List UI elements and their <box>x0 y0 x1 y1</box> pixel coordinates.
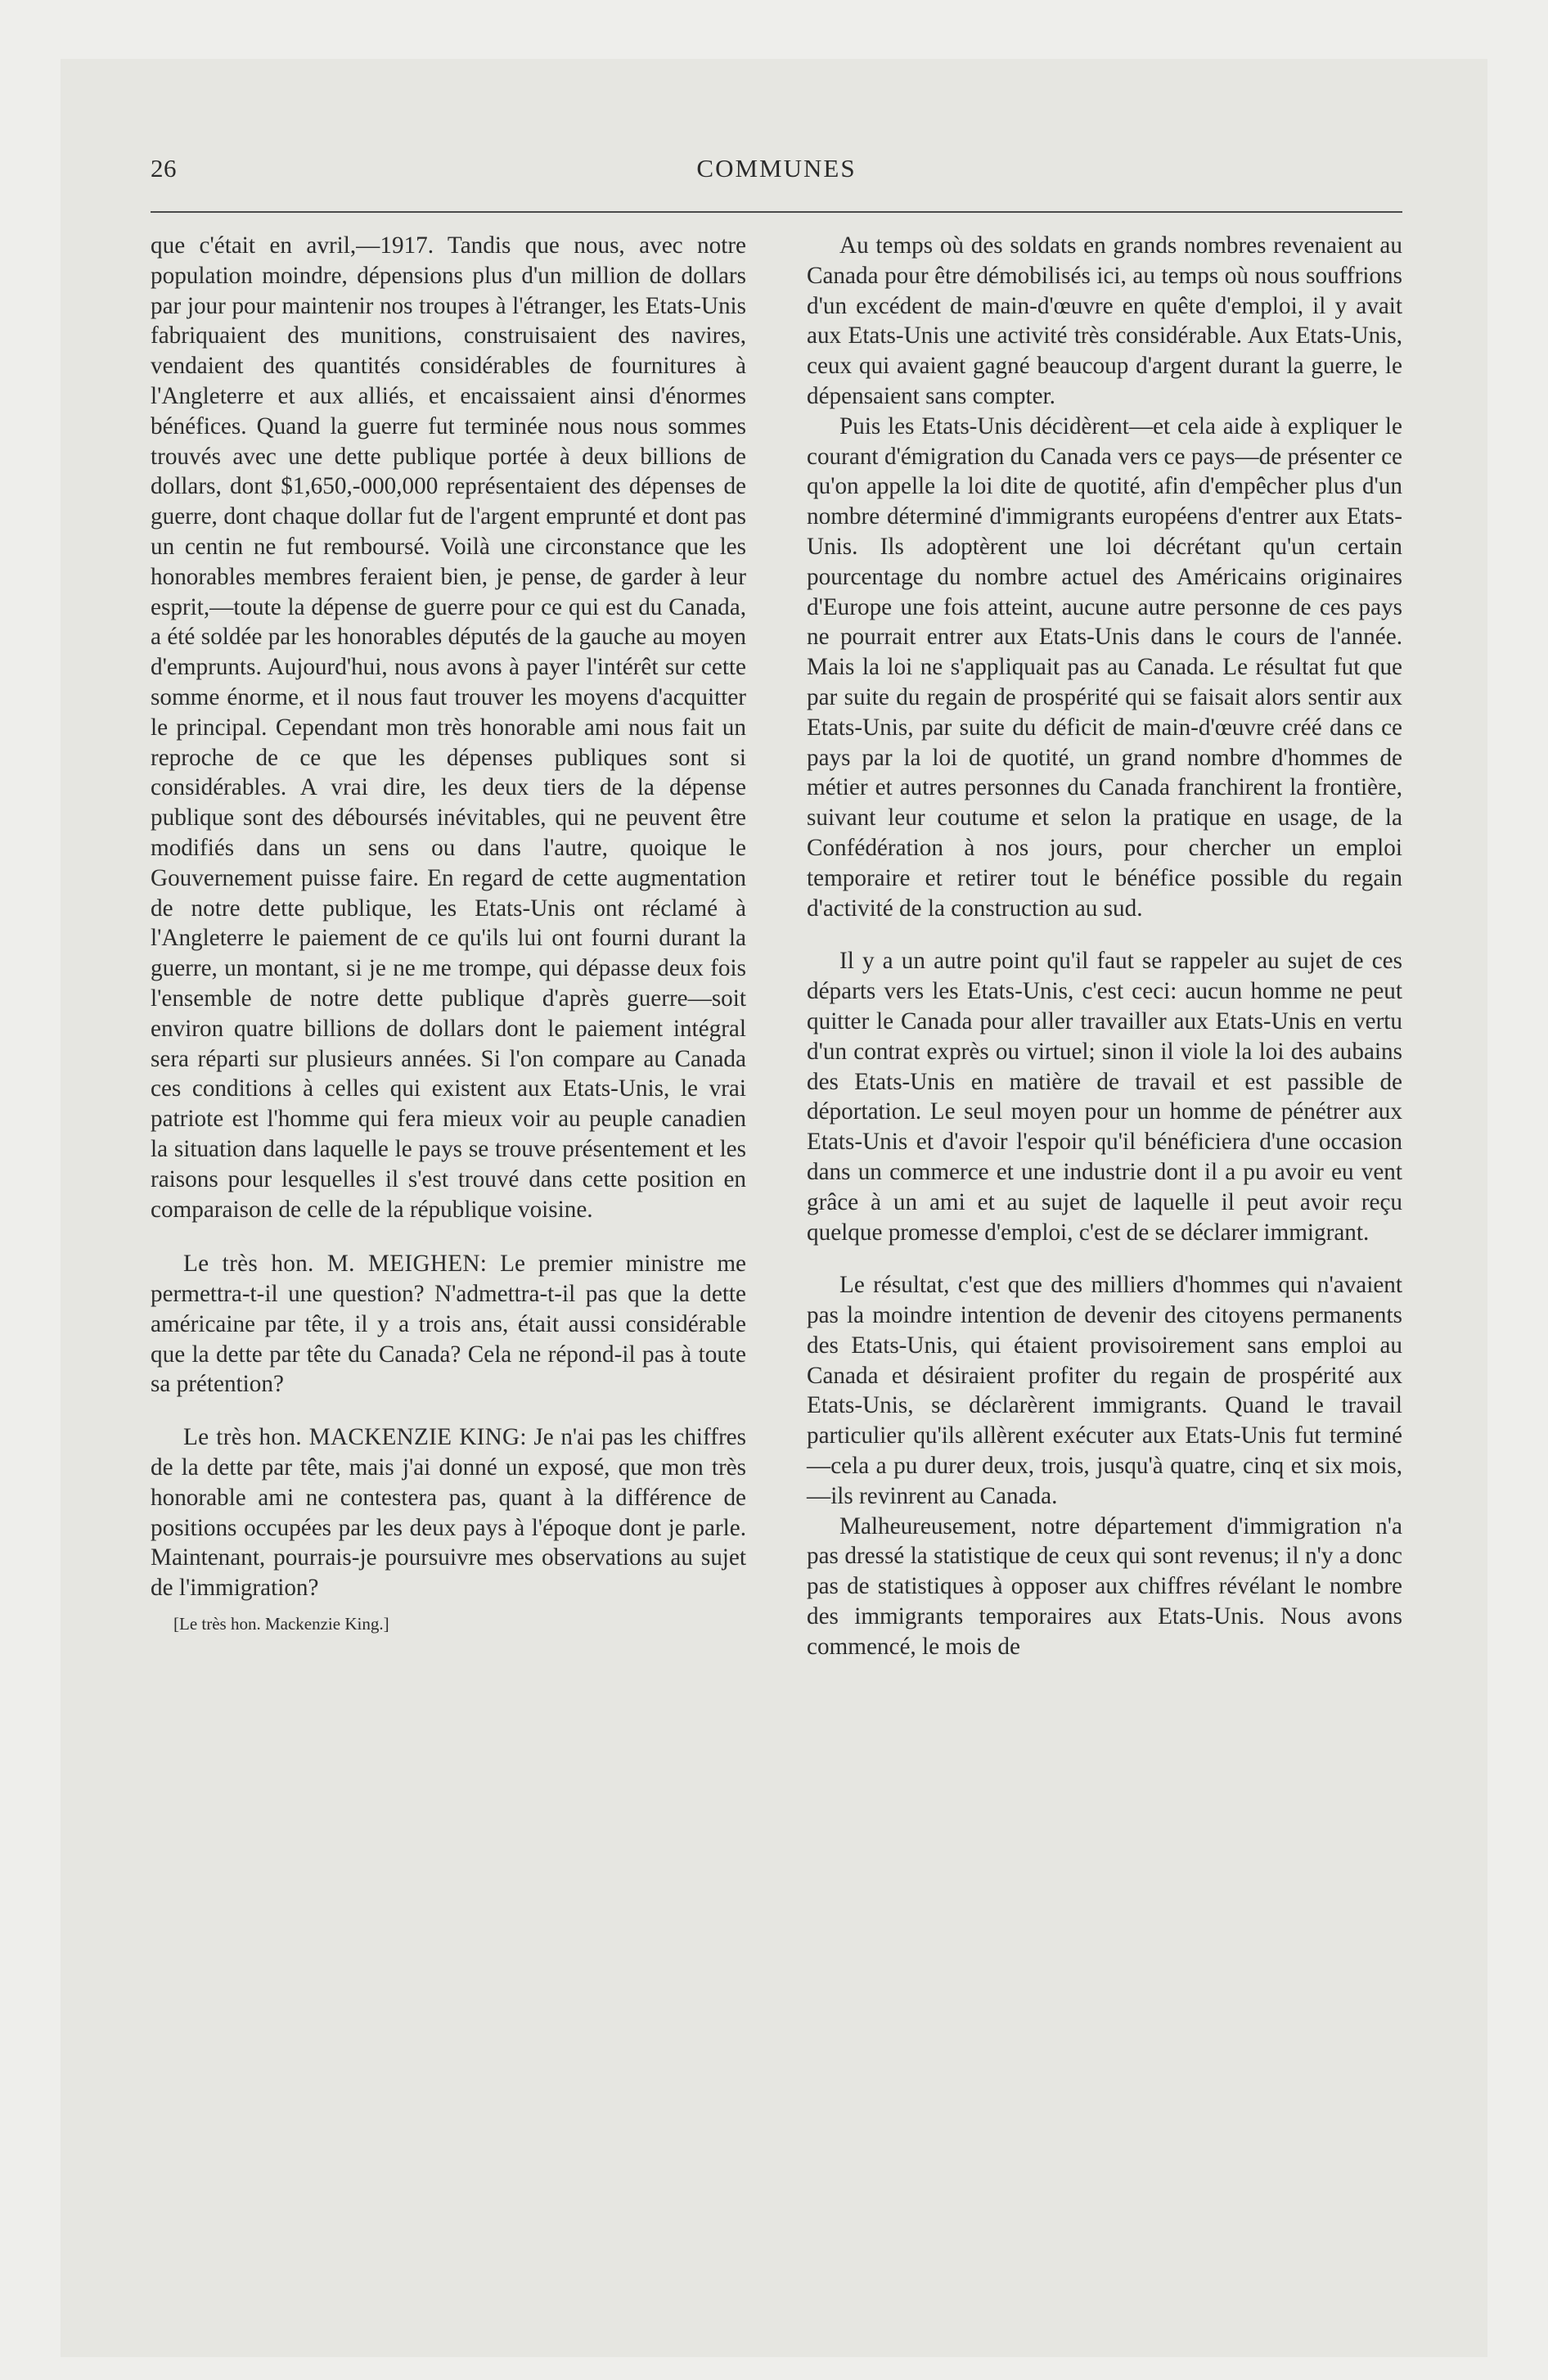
page-number: 26 <box>151 154 177 183</box>
speaker-footer-note: [Le très hon. Mackenzie King.] <box>173 1614 389 1634</box>
speaker-name: Le très hon. MACKENZIE KING: <box>183 1424 527 1451</box>
right-column <box>807 231 1402 1662</box>
paragraph: Au temps où des soldats en grands nombres revenaient au Canada pour être démobilisés ici, au temps où nous souffrions d'un excédent de main-d'œuvre en quête d'emploi, il y avait aux Etats-Unis une activité très considérable. Aux Etats-Unis, ceux qui avaient gagné beaucoup d'argent durant la guerre, le dépensaient sans compter. <box>807 232 1402 409</box>
paragraph: Malheureusement, notre département d'immigration n'a pas dressé la statistique de ceux qui sont revenus; il n'y a donc pas de statistiques à opposer aux chiffres révélant le nombre des immigrants temporaires aux Etats-Unis. Nous avons commencé, le mois de <box>807 1512 1402 1660</box>
paragraph: Le résultat, c'est que des milliers d'hommes qui n'avaient pas la moindre intention de devenir des citoyens permanents des Etats-Unis, qui étaient provisoirement sans emploi au Canada et désiraient profiter du regain de prospérité aux Etats-Unis, se déclarèrent immigrants. Quand le travail particulier qu'ils allèrent exécuter aux Etats-Unis fut terminé —cela a pu durer deux, trois, jusqu'à quatre, cinq et six mois,—ils revinrent au Canada. <box>807 1272 1402 1509</box>
running-head: COMMUNES <box>696 154 857 183</box>
paragraph: que c'était en avril,—1917. Tandis que nous, avec notre population moindre, dépensions plus d'un million de dollars par jour pour maintenir nos troupes à l'étranger, les Etats-Unis fabriquaient des munitions, construisaient des navires, vendaient des quantités considérables de fournitures à l'Angleterre et aux alliés, et encaissaient ainsi d'énormes bénéfices. Quand la guerre fut terminée nous nous sommes trouvés avec une dette publique portée à deux billions de dollars, dont $1,650,-000,000 représentaient des dépenses de guerre, dont chaque dollar fut de l'argent emprunté et dont pas un centin ne fut remboursé. Voilà une circonstance que les honorables membres feraient bien, je pense, de garder à leur esprit,—toute la dépense de guerre pour ce qui est du Canada, a été soldée par les honorables députés de la gauche au moyen d'emprunts. Aujourd'hui, nous avons à payer l'intérêt sur cette somme énorme, et il nous faut trouver les moyens d'acquitter le principal. Cependant mon très honorable ami nous fait un reproche de ce que les dépenses publiques sont si considérables. A vrai dire, les deux tiers de la dépense publique sont des déboursés inévitables, qui ne peuvent être modifiés dans un sens ou dans l'autre, quoique le Gouvernement puisse faire. En regard de cette augmentation de notre dette publique, les Etats-Unis ont réclamé à l'Angleterre le paiement de ce qu'ils lui ont fourni durant la guerre, un montant, si je ne me trompe, qui dépasse deux fois l'ensemble de notre dette publique d'après guerre—soit environ quatre billions de dollars dont le paiement intégral sera réparti sur plusieurs années. Si l'on compare au Canada ces conditions à celles qui existent aux Etats-Unis, le vrai patriote est l'homme qui fera mieux voir au peuple canadien la situation dans laquelle le pays se trouve présentement et les raisons pour lesquelles il s'est trouvé dans cette position en comparaison de celle de la république voisine. <box>151 232 746 1223</box>
speech-text: Je n'ai pas les chiffres de la dette par tête, mais j'ai donné un exposé, que mon très honorable ami ne contestera pas, quant à la différence de positions occupées par les deux pays à l'époque dont je parle. Maintenant, pourrais-je poursuivre mes observations au sujet de l'immigration? <box>151 1424 746 1602</box>
page-header <box>151 154 1402 203</box>
paragraph: Il y a un autre point qu'il faut se rappeler au sujet de ces départs vers les Etats-Unis, c'est ceci: aucun homme ne peut quitter le Canada pour aller travailler aux Etats-Unis en vertu d'un contrat exprès ou virtuel; sinon il viole la loi des aubains des Etats-Unis en matière de travail et est passible de déportation. Le seul moyen pour un homme de pénétrer aux Etats-Unis et d'avoir l'espoir qu'il bénéficiera d'une occasion dans un commerce et une industrie dont il a pu avoir eu vent grâce à un ami et au sujet de laquelle il peut avoir reçu quelque promesse d'emploi, c'est de se déclarer immigrant. <box>807 948 1402 1246</box>
interjection-paragraph <box>151 1249 746 1400</box>
speaker-name: Le très hon. M. MEIGHEN: <box>183 1251 488 1278</box>
left-column <box>151 231 746 1634</box>
speech-text: Le premier ministre me permettra-t-il une question? N'admettra-t-il pas que la dette américaine par tête, il y a trois ans, était aussi considérable que la dette par tête du Canada? Cela ne répond-il pas à toute sa prétention? <box>151 1251 746 1398</box>
response-paragraph <box>151 1422 746 1603</box>
header-rule <box>151 211 1402 213</box>
paragraph: Puis les Etats-Unis décidèrent—et cela aide à expliquer le courant d'émigration du Canada vers ce pays—de présenter ce qu'on appelle la loi dite de quotité, afin d'empêcher plus d'un nombre déterminé d'immigrants européens d'entrer aux Etats-Unis. Ils adoptèrent une loi décrétant qu'un certain pourcentage du nombre actuel des Américains originaires d'Europe une fois atteint, aucune autre personne de ces pays ne pourrait entrer aux Etats-Unis dans le cours de l'année. Mais la loi ne s'appliquait pas au Canada. Le résultat fut que par suite du regain de prospérité qui se faisait alors sentir aux Etats-Unis, par suite du déficit de main-d'œuvre créé dans ce pays par la loi de quotité, un grand nombre d'hommes de métier et autres personnes du Canada franchirent la frontière, suivant leur coutume et selon la pratique en usage, de la Confédération à nos jours, pour chercher un emploi temporaire et retirer tout le bénéfice possible du regain d'activité de la construction au sud. <box>807 412 1402 922</box>
